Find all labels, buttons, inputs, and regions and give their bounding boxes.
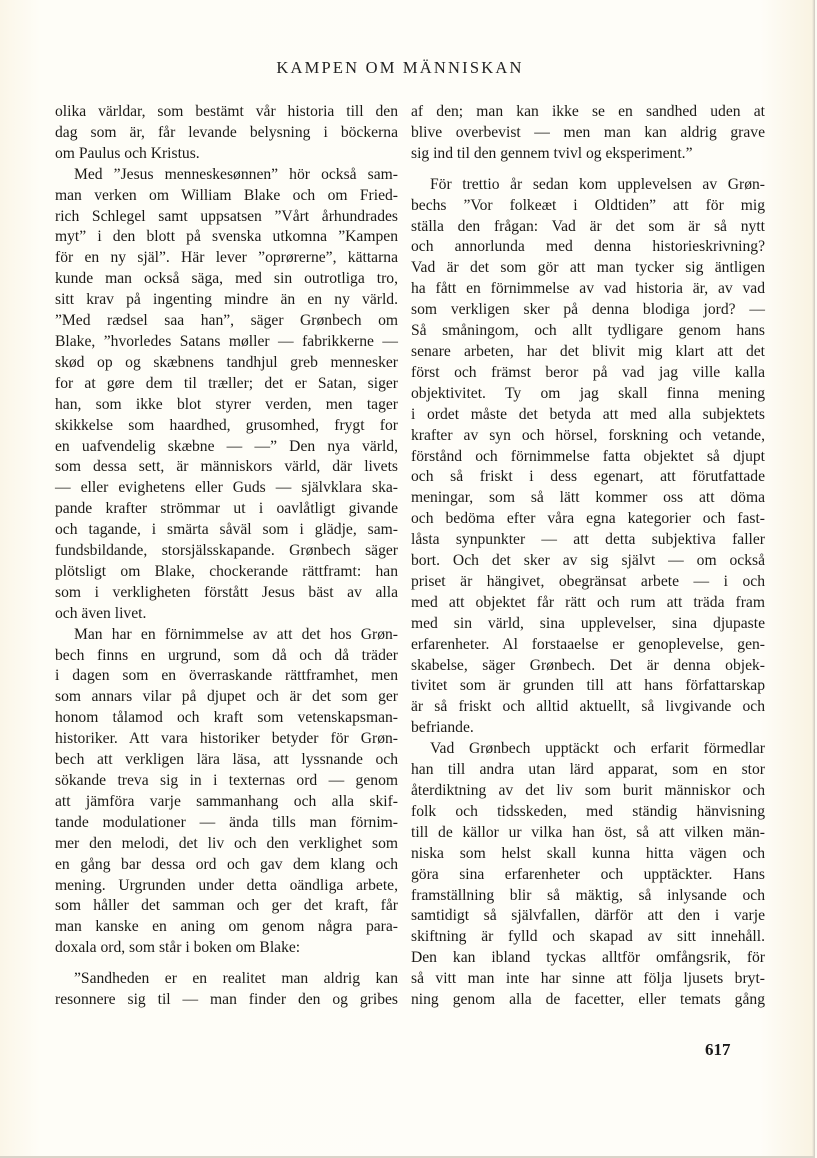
text-line: af den; man kan ikke se en sandhed uden at [411,103,765,120]
text-line: mer den melodi, det liv och den verklighet som [55,834,398,852]
text-line: och så friskt i dess egenart, att förutfattade [411,468,765,486]
text-line: priset är hängivet, obegränsat arbete — i och [411,572,765,590]
paragraph [55,102,398,165]
text-line: och bedöma efter våra egna kategorier och fast- [411,510,765,528]
running-title: KAMPEN OM MÄNNISKAN [276,58,524,77]
block-quote [411,102,765,165]
text-line: som håller det samman och ger det kraft, får [55,897,398,915]
paragraph [55,165,398,625]
left-column [55,102,398,1011]
text-line: För trettio år sedan kom upplevelsen av Grøn- [430,175,765,193]
text-line: om Paulus och Kristus. [55,144,200,162]
text-line: skiftning är fylld och skapad av sitt innehåll. [411,928,765,946]
text-line: for at gøre dem til træller; det er Satan, siger [55,374,398,392]
text-line: skikkelse som haardhed, grusomhed, frygt for [55,416,398,434]
text-line: mening. Urgrunden under detta oändliga arbete, [55,876,398,894]
text-line: fundsbildande, storsjälsskapande. Grønbech säger [55,542,398,560]
text-line: skød op og skæbnens tandhjul greb mennesker [55,353,398,371]
text-line: i ordet måste det betyda att med alla subjektets [411,405,765,423]
text-line: doxala ord, som står i boken om Blake: [55,939,301,957]
right-column [411,102,765,1011]
text-line: erfarenheter. Al forstaaelse er genoplevelse, gen- [411,635,765,653]
text-line: han till andra utan lärd apparat, som en stor [411,761,765,779]
text-line: Den kan ibland tyckas alltför omfångsrik, för [411,949,765,967]
text-line: honom tålamod och kraft som vetenskapsman- [55,709,398,727]
text-line: tande modulationer — ända tills man förnim- [55,813,398,831]
text-line: till de källor ur vilka han öst, så att vilken män- [411,823,765,841]
text-line: en uafvendelig skæbne — —” Den nya värld, [55,437,398,455]
text-line: Vad Grønbech upptäckt och erfarit förmedlar [430,740,765,758]
text-line: samtidigt så självfallen, därför att den i varje [411,907,765,925]
text-line: objektivitet. Ty om jag skall finna mening [411,384,765,402]
text-line: är så friskt och alltid aktuellt, så livgivande och [411,698,765,716]
text-line: tivitet som är grunden till att hans författarskap [411,677,765,695]
text-line: och tagande, i smärta såväl som i glädje, sam- [55,521,398,539]
text-line: han, som ikke blot styrer verden, men tager [55,395,398,413]
text-line: ”Med rædsel saa han”, säger Grønbech om [55,312,398,330]
text-line: bechs ”Vor folkeæt i Oldtiden” att för mig [411,196,765,214]
text-line: ning genom alla de facetter, eller temats gång [411,991,765,1009]
text-line: plötsligt om Blake, chockerande rättframt: han [55,562,398,580]
text-line: olika världar, som bestämt vår historia till den [55,103,398,120]
text-line: att jämföra varje sammanhang och alla skif- [55,792,398,810]
text-line: skabelse, säger Grønbech. Det är denna objek- [411,656,765,674]
text-line: i dagen som en överraskande rättframhet, men [55,667,398,685]
text-line: ha fått en förnimmelse av vad historia är, av vad [411,280,765,298]
text-line: blive overbevist — men man kan aldrig grave [411,123,765,141]
text-line: så vitt man inte har sinne att följa ljusets bryt- [411,970,765,988]
paragraph [411,175,765,739]
text-line: bech att verkligen lära läsa, att lyssnande och [55,751,398,769]
text-line: Blake, ”hvorledes Satans møller — fabrikkerne — [55,332,398,350]
text-line: pande krafter strömmar ut i oavlåtligt givande [55,500,398,518]
text-line: och även livet. [55,604,147,622]
text-line: sig ind til den gennem tvivl og eksperiment.” [411,144,693,162]
text-line: ställa den frågan: Vad är det som är så nytt [411,217,765,235]
text-line: niska som helst skall kunna hitta vägen och [411,844,765,862]
paragraph [411,739,765,1011]
text-line: som dessa sett, är människors värld, där livets [55,458,398,476]
text-line: först och främst beror på vad jag ville kalla [411,363,765,381]
text-line: sitt krav på ingenting mindre än en ny värld. [55,291,398,309]
text-line: en gång bar dessa ord och gav dem klang och [55,855,398,873]
text-line: bech finns en urgrund, som då och då träder [55,646,398,664]
page-number: 617 [705,1040,731,1059]
paragraph-gap [55,959,398,969]
text-line: Man har en förnimmelse av att det hos Grøn- [74,625,398,643]
text-line: man kanske en aning om genom några para- [55,918,398,936]
text-line: som verkligen sker på denna blodiga jord? — [411,301,765,319]
text-line: — eller evighetens eller Guds — självklara ska- [55,479,398,497]
text-line: låsta synpunkter — att detta subjektiva faller [411,531,765,549]
text-line: med att objektet får rätt och rum att träda fram [411,593,765,611]
text-line: kunde man också säga, med sin outrotliga tro, [55,270,398,288]
text-line: som i verkligheten förstått Jesus bäst av alla [55,583,398,601]
text-line: historiker. Att vara historiker betyder för Grøn- [55,730,398,748]
text-line: krafter av syn och hörsel, forskning och vetande, [411,426,765,444]
text-line: göra sina erfarenheter och upptäckter. Hans [411,865,765,883]
text-line: myt” i den blott på svenska utkomna ”Kampen [55,228,398,246]
text-line: återdiktning av det liv som burit människor och [411,782,765,799]
paragraph [55,625,398,960]
text-line: som annars vilar på djupet och är det som ger [55,688,398,706]
text-line: Så småningom, och allt tydligare genom hans [411,322,765,340]
text-line: befriande. [411,719,474,737]
text-line: framställning blir så mäktig, så inlysande och [411,886,765,904]
text-line: och annorlunda med denna historieskrivning? [411,238,765,256]
text-line: senare arbeten, har det blivit mig klart att det [411,342,765,360]
text-line: med sin värld, sina upplevelser, sina djupaste [411,614,765,632]
text-line: förstånd och förnimmelse fatta objektet så djupt [411,447,765,465]
paragraph-gap [411,165,765,175]
text-line: för en ny själ”. Här lever ”oprørerne”, kättarna [55,249,398,267]
text-line: Vad är det som gör att man tycker sig äntligen [411,259,765,277]
text-line: bort. Och det sker av sig självt — om också [411,552,765,570]
text-line: ”Sandheden er en realitet man aldrig kan [74,970,398,988]
text-line: man verken om William Blake och om Fried- [55,186,398,204]
text-line: meningar, som så lätt kommer oss att döma [411,489,765,507]
block-quote [55,969,398,1011]
text-line: sökande treva sig in i texternas ord — genom [55,772,398,789]
text-line: dag som är, får levande belysning i böckerna [55,123,398,141]
text-line: resonnere sig til — man finder den og gribes [55,991,398,1009]
text-line: Med ”Jesus menneskesønnen” hör också sam- [74,165,398,183]
text-line: folk och tidsskeden, med ständig hänvisning [411,802,765,820]
text-line: rich Schlegel samt uppsatsen ”Vårt århundrades [55,207,398,225]
